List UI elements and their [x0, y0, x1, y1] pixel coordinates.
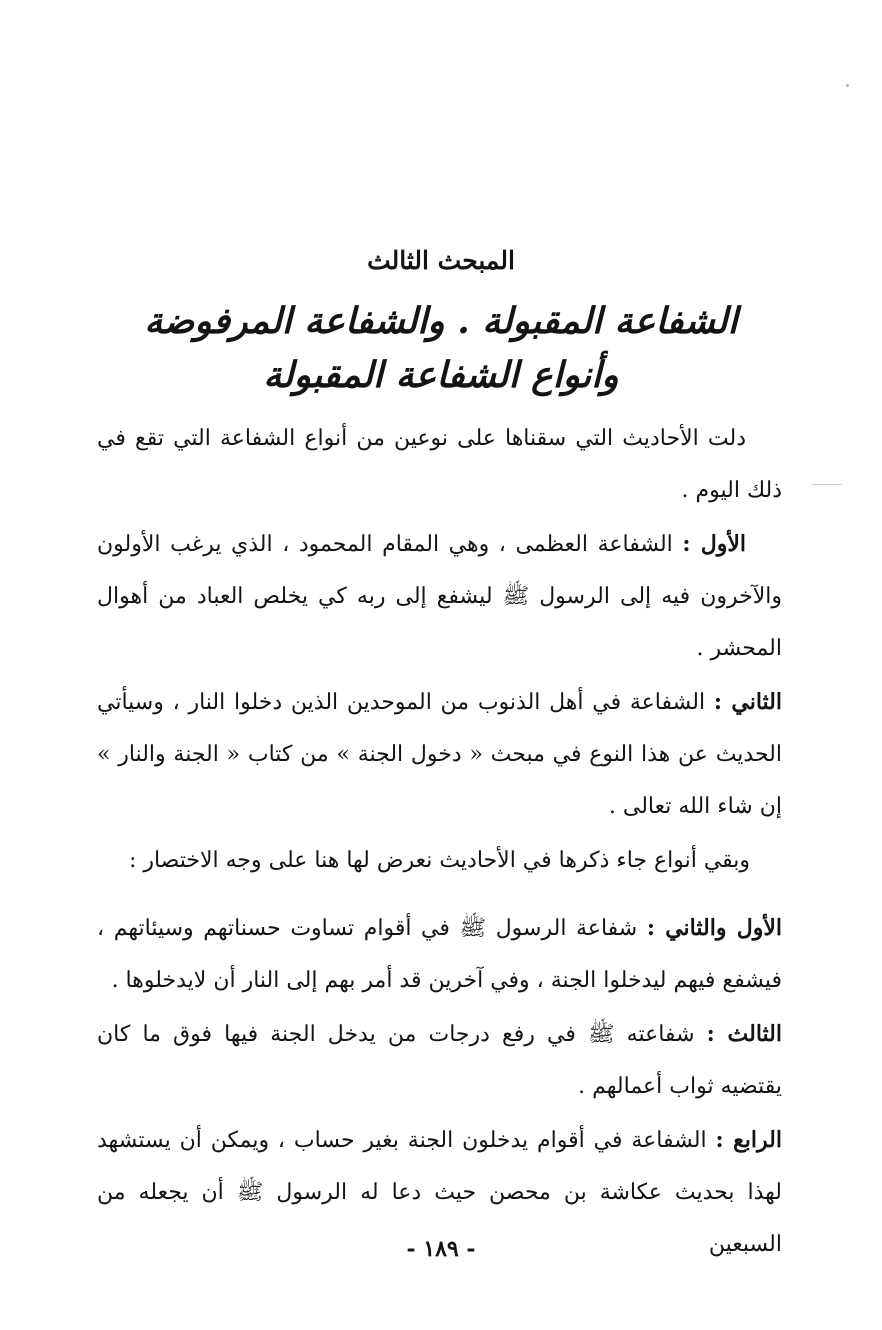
chapter-title-line-2: وأنواع الشفاعة المقبولة — [263, 354, 619, 396]
paragraph-lead: الثالث : — [706, 1021, 782, 1047]
paragraph-intro — [97, 412, 782, 517]
page-number: - ١٨٩ - — [406, 1236, 476, 1262]
paragraph-other-types — [117, 834, 762, 887]
paragraph-second-type — [97, 676, 782, 833]
paragraph-text: دلت الأحاديث التي سقناها على نوعين من أنواع الشفاعة التي تقع في ذلك اليوم . — [97, 426, 782, 503]
paragraph-text: شفاعته ﷺ في رفع درجات من يدخل الجنة فيها فوق ما كان يقتضيه ثواب أعمالهم . — [97, 1022, 782, 1099]
paragraph-first-second — [97, 902, 782, 1007]
chapter-title-line-1: الشفاعة المقبولة . والشفاعة المرفوضة — [144, 300, 738, 342]
paragraph-lead: الأول والثاني : — [646, 915, 782, 941]
section-label: المبحث الثالث — [367, 246, 515, 275]
paragraph-first-type — [97, 518, 782, 675]
scan-speck — [812, 484, 842, 485]
paragraph-lead: الرابع : — [715, 1127, 782, 1153]
paragraph-lead: الثاني : — [713, 689, 782, 715]
paragraph-text: الشفاعة في أقوام يدخلون الجنة بغير حساب ، ويمكن أن يستشهد لهذا بحديث عكاشة بن محصن حيث دعا له الرسول ﷺ أن يجعله من السبعين — [97, 1128, 782, 1257]
paragraph-text: الشفاعة في أهل الذنوب من الموحدين الذين دخلوا النار ، وسيأتي الحديث عن هذا النوع في مبحث « دخول الجنة » من كتاب « الجنة والنار » إن شاء الله تعالى . — [97, 690, 782, 819]
paragraph-text: الشفاعة العظمى ، وهي المقام المحمود ، الذي يرغب الأولون والآخرون فيه إلى الرسول ﷺ ليشفع إلى ربه كي يخلص العباد من أهوال المحشر . — [97, 532, 782, 661]
paragraph-third — [97, 1008, 782, 1113]
paragraph-text: وبقي أنواع جاء ذكرها في الأحاديث نعرض لها هنا على وجه الاختصار : — [128, 848, 751, 873]
paragraph-text: شفاعة الرسول ﷺ في أقوام تساوت حسناتهم وسيئاتهم ، فيشفع فيهم ليدخلوا الجنة ، وفي آخرين قد أمر بهم إلى النار أن لايدخلوها . — [97, 916, 782, 993]
paragraph-lead: الأول : — [682, 531, 746, 557]
scan-speck — [846, 84, 849, 87]
